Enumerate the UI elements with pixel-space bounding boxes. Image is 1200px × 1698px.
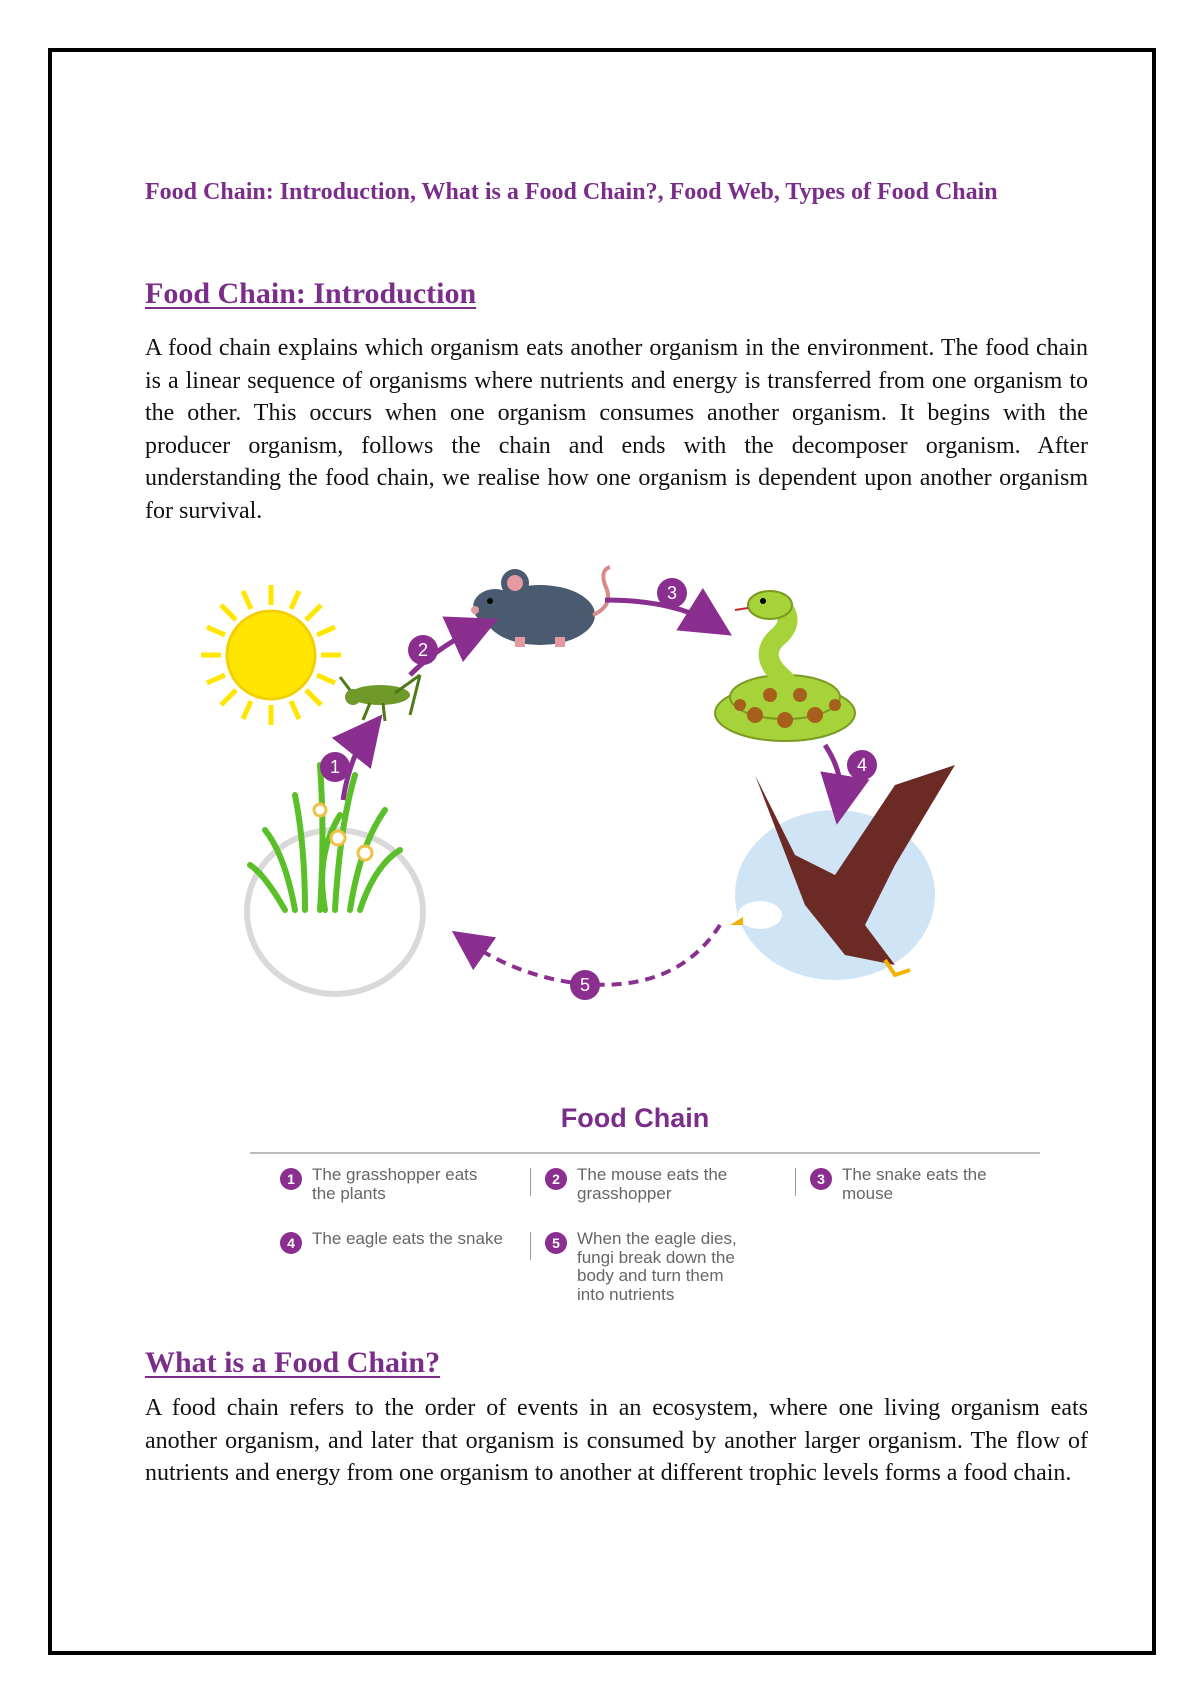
step-badge-5	[570, 970, 600, 1000]
legend-item-2	[545, 1166, 755, 1203]
svg-text:4: 4	[856, 755, 868, 775]
legend-separator	[530, 1168, 531, 1196]
legend-text: The eagle eats the snake	[312, 1229, 503, 1248]
svg-text:3: 3	[666, 583, 678, 603]
legend-text: The snake eats the mouse	[842, 1165, 987, 1203]
grasshopper-icon	[340, 675, 420, 721]
snake-icon	[715, 591, 855, 741]
what-is-paragraph: A food chain refers to the order of events in an ecosystem, where one living organism eats another organism, and later that organism is consumed by another larger organism. The flow of nutrients and energy from one organism to another at different trophic levels forms a food chain.	[145, 1395, 1088, 1486]
svg-text:1: 1	[329, 757, 341, 777]
legend-item-5	[545, 1230, 755, 1304]
section-heading-what-is: What is a Food Chain?	[145, 1346, 441, 1379]
legend-item-1	[280, 1166, 500, 1203]
step-badge-2	[408, 635, 438, 665]
legend-number: 2	[545, 1168, 567, 1190]
diagram-title: Food Chain	[560, 1103, 710, 1133]
step-badge-1	[320, 752, 350, 782]
legend-text: The mouse eats the grasshopper	[577, 1165, 728, 1203]
legend-item-4	[280, 1230, 520, 1254]
grass-icon	[247, 765, 423, 994]
legend-number: 1	[280, 1168, 302, 1190]
legend-text: When the eagle dies, fungi break down the body and turn them into nutrients	[577, 1229, 737, 1304]
legend-number: 5	[545, 1232, 567, 1254]
legend-item-3	[810, 1166, 1010, 1203]
svg-text:5: 5	[579, 975, 591, 995]
step-badge-4	[847, 750, 877, 780]
document-title: Food Chain: Introduction, What is a Food Chain?, Food Web, Types of Food Chain	[145, 179, 998, 205]
legend-text: The grasshopper eats the plants	[312, 1165, 478, 1203]
step-badge-3	[657, 578, 687, 608]
svg-text:2: 2	[417, 640, 429, 660]
mouse-icon	[471, 567, 610, 647]
diagram-legend	[250, 1148, 1040, 1328]
legend-number: 3	[810, 1168, 832, 1190]
introduction-paragraph: A food chain explains which organism eats another organism in the environment. The food chain is a linear sequence of organisms where nutrients and energy is transferred from one organism to the other. This occurs when one organism consumes another organism. It begins with the producer organism, follows the chain and ends with the decomposer organism. After understanding the food chain, we realise how one organism is dependent upon another organism for survival.	[145, 335, 1088, 524]
legend-separator	[795, 1168, 796, 1196]
section-heading-introduction: Food Chain: Introduction	[145, 277, 477, 310]
sun-icon	[201, 585, 341, 725]
legend-separator	[530, 1232, 531, 1260]
legend-number: 4	[280, 1232, 302, 1254]
